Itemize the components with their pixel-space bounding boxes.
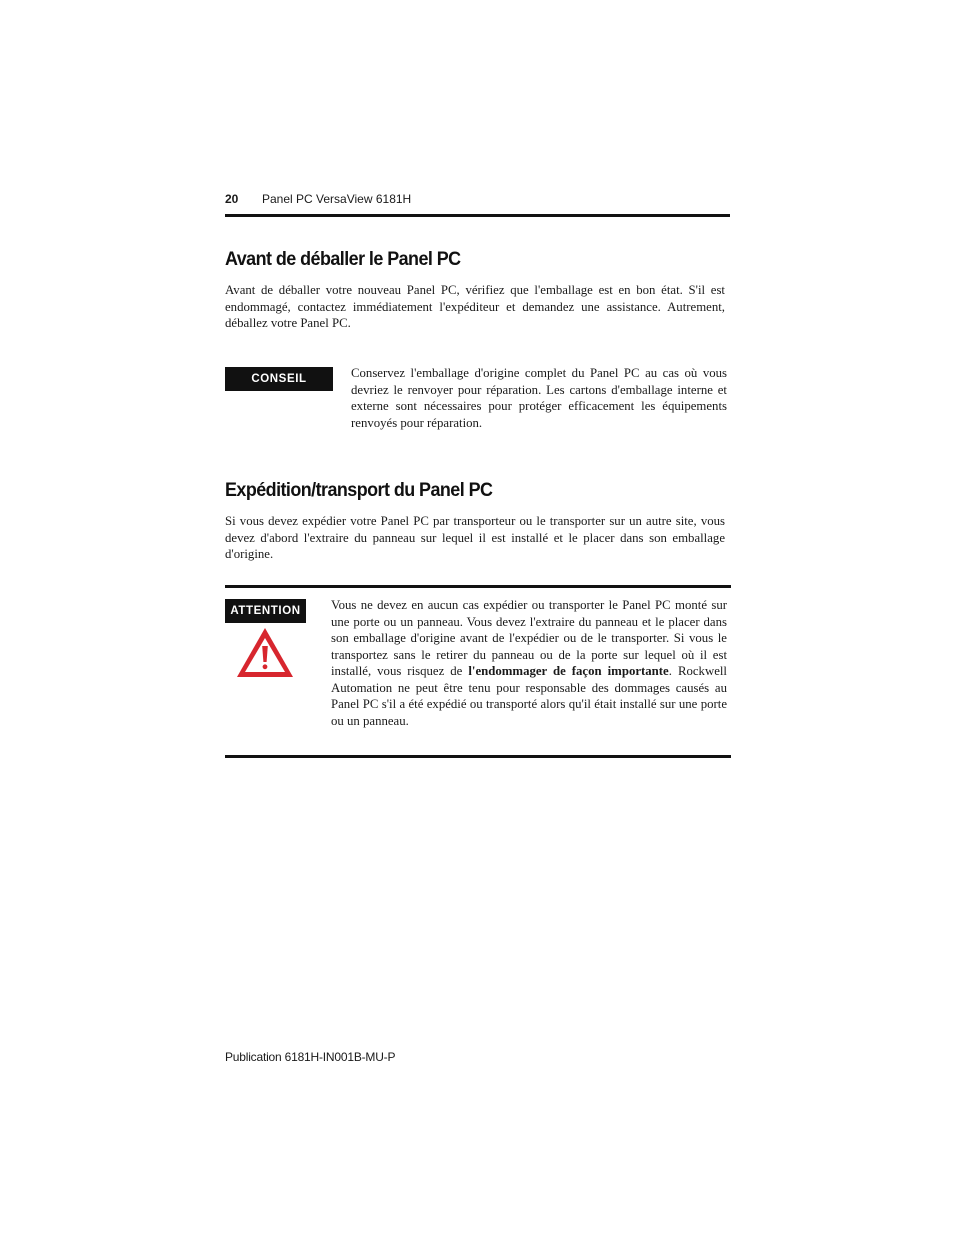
publication-footer: Publication 6181H-IN001B-MU-P — [225, 1050, 396, 1064]
tip-label: CONSEIL — [225, 367, 333, 391]
attention-text — [331, 597, 727, 729]
warning-triangle-icon — [236, 627, 294, 679]
header-rule — [225, 214, 730, 217]
page-number: 20 — [225, 192, 239, 206]
attention-rule-bottom — [225, 755, 731, 758]
section-title-shipping: Expédition/transport du Panel PC — [225, 479, 493, 501]
attention-label: ATTENTION — [225, 599, 306, 623]
section-paragraph-unpacking: Avant de déballer votre nouveau Panel PC, vérifiez que l'emballage est en bon état. S'il est endommagé, contactez immédiatement l'expéditeur et demandez une assistance. Autrement, déballez votre Panel PC. — [225, 283, 725, 330]
section-paragraph-shipping: Si vous devez expédier votre Panel PC par transporteur ou le transporter sur un autre site, vous devez d'abord l'extraire du panneau sur lequel il est installé et le placer dans son emballage d'origine. — [225, 514, 725, 561]
attention-text-part2: . Rockwell Automation ne peut être tenu pour responsable des dommages causés au Panel PC s'il a été expédié ou transporté alors qu'il était installé sur une porte ou un panneau. — [331, 664, 727, 728]
attention-rule-top — [225, 585, 731, 588]
running-title: Panel PC VersaView 6181H — [262, 192, 412, 206]
running-header — [225, 192, 730, 206]
tip-text: Conservez l'emballage d'origine complet du Panel PC au cas où vous devriez le renvoyer pour réparation. Les cartons d'emballage interne et externe sont nécessaires pour protéger efficacement les équipements renvoyés pour réparation. — [351, 366, 727, 430]
attention-text-part1: Vous ne devez en aucun cas expédier ou transporter le Panel PC monté sur une porte ou un panneau. Vous devez l'extraire du panneau et le placer dans son emballage d'origine avant de l'expédier ou de le transporter. Si vous le transportez sans le retirer du panneau ou de la porte sur lequel où il est installé, vous risquez de — [331, 598, 727, 678]
section-title-unpacking: Avant de déballer le Panel PC — [225, 248, 461, 270]
attention-text-emphasis: l'endommager de façon importante — [468, 664, 669, 678]
